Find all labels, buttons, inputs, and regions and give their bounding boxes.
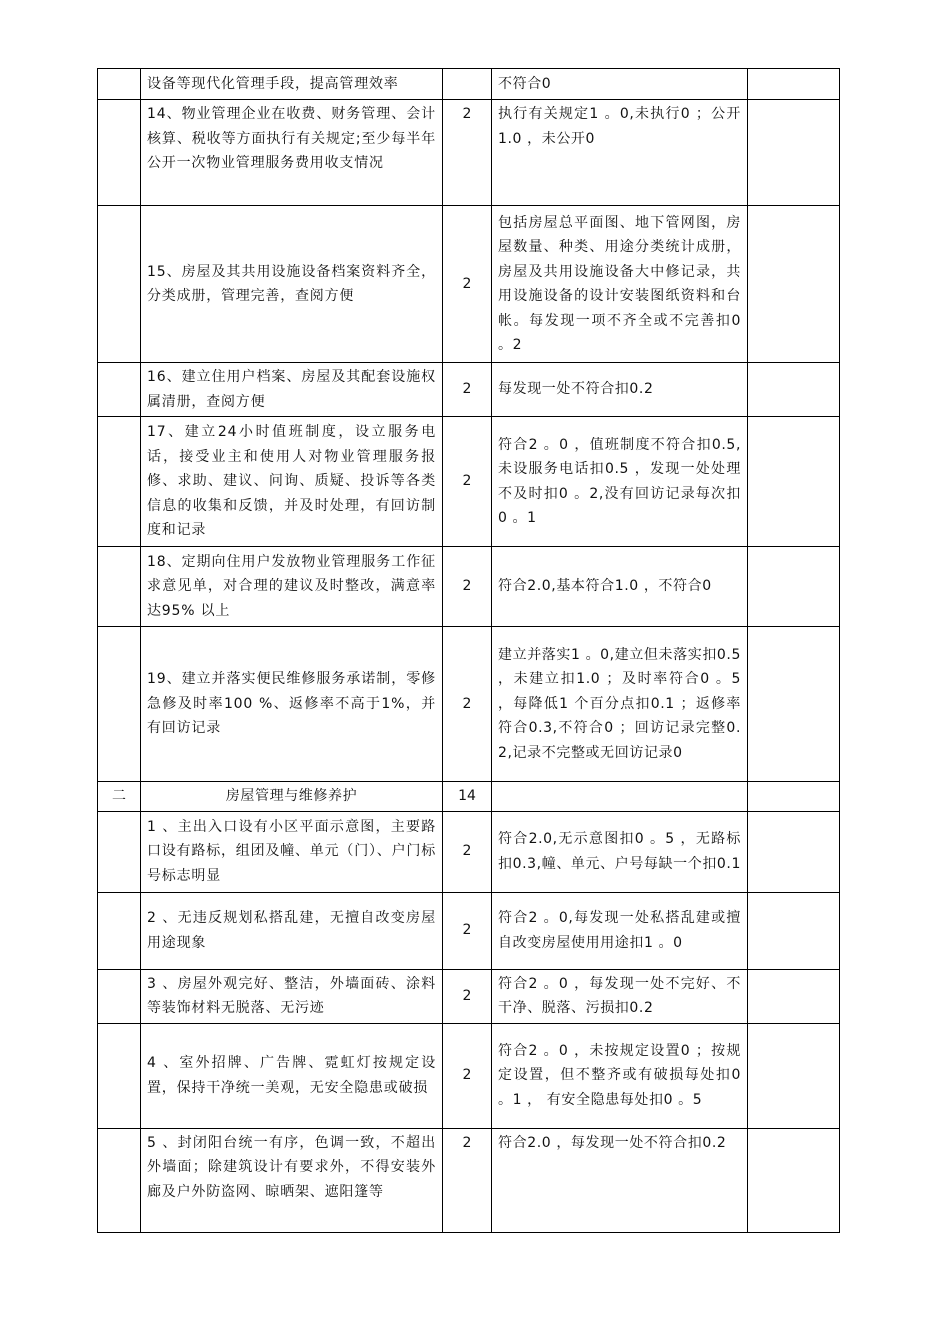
standard-cell: 不符合0 — [492, 69, 748, 100]
standard-cell: 符合2.0,基本符合1.0 ，不符合0 — [492, 547, 748, 627]
remark-cell — [748, 100, 840, 206]
table-row — [98, 1128, 840, 1232]
standard-cell — [492, 782, 748, 812]
remark-cell — [748, 1023, 840, 1128]
score-cell: 2 — [443, 892, 492, 969]
score-cell: 2 — [443, 417, 492, 547]
table-body — [98, 69, 840, 1233]
seq-cell — [98, 1128, 141, 1232]
remark-cell — [748, 363, 840, 417]
standard-cell: 符合2 。0,每发现一处私搭乱建或擅自改变房屋使用用途扣1 。0 — [492, 892, 748, 969]
remark-cell — [748, 69, 840, 100]
seq-cell — [98, 892, 141, 969]
table-row — [98, 417, 840, 547]
standard-cell: 符合2.0,无示意图扣0 。5 ，无路标扣0.3,幢、单元、户号每缺一个扣0.1 — [492, 811, 748, 892]
seq-cell — [98, 547, 141, 627]
item-cell: 18、定期向住用户发放物业管理服务工作征求意见单，对合理的建议及时整改，满意率达95% 以上 — [141, 547, 443, 627]
item-cell: 15、房屋及其共用设施设备档案资料齐全，分类成册，管理完善，查阅方便 — [141, 206, 443, 363]
seq-cell — [98, 417, 141, 547]
item-cell: 1 、主出入口设有小区平面示意图，主要路口设有路标，组团及幢、单元（门）、户门标号标志明显 — [141, 811, 443, 892]
table-row — [98, 892, 840, 969]
remark-cell — [748, 1128, 840, 1232]
score-cell — [443, 69, 492, 100]
item-cell: 设备等现代化管理手段，提高管理效率 — [141, 69, 443, 100]
remark-cell — [748, 206, 840, 363]
item-cell: 4 、室外招牌、广告牌、霓虹灯按规定设置，保持干净统一美观，无安全隐患或破损 — [141, 1023, 443, 1128]
item-cell: 16、建立住用户档案、房屋及其配套设施权属清册，查阅方便 — [141, 363, 443, 417]
item-cell: 2 、无违反规划私搭乱建，无擅自改变房屋用途现象 — [141, 892, 443, 969]
seq-cell — [98, 100, 141, 206]
score-cell: 2 — [443, 100, 492, 206]
score-cell: 14 — [443, 782, 492, 812]
standard-cell: 符合2 。0 ，未按规定设置0 ；按规定设置，但不整齐或有破损每处扣0 。1 ， 有安全隐患每处扣0 。5 — [492, 1023, 748, 1128]
score-cell: 2 — [443, 627, 492, 782]
table-row — [98, 627, 840, 782]
score-cell: 2 — [443, 1128, 492, 1232]
table-row — [98, 206, 840, 363]
table-row — [98, 363, 840, 417]
table-row — [98, 811, 840, 892]
remark-cell — [748, 811, 840, 892]
item-cell: 3 、房屋外观完好、整洁，外墙面砖、涂料等装饰材料无脱落、无污迹 — [141, 969, 443, 1023]
table-row — [98, 69, 840, 100]
score-cell: 2 — [443, 969, 492, 1023]
score-cell: 2 — [443, 547, 492, 627]
table-row — [98, 547, 840, 627]
remark-cell — [748, 969, 840, 1023]
remark-cell — [748, 547, 840, 627]
standard-cell: 符合2.0 ，每发现一处不符合扣0.2 — [492, 1128, 748, 1232]
seq-cell — [98, 69, 141, 100]
seq-cell — [98, 206, 141, 363]
score-cell: 2 — [443, 1023, 492, 1128]
table-row — [98, 969, 840, 1023]
item-cell: 14、物业管理企业在收费、财务管理、会计核算、税收等方面执行有关规定;至少每半年公开一次物业管理服务费用收支情况 — [141, 100, 443, 206]
standard-cell: 符合2 。0 ，值班制度不符合扣0.5,未设服务电话扣0.5 ，发现一处处理不及时扣0 。2,没有回访记录每次扣0 。1 — [492, 417, 748, 547]
seq-cell — [98, 969, 141, 1023]
table-row — [98, 1023, 840, 1128]
remark-cell — [748, 782, 840, 812]
seq-cell — [98, 811, 141, 892]
standard-cell: 包括房屋总平面图、地下管网图，房屋数量、种类、用途分类统计成册，房屋及共用设施设备大中修记录，共用设施设备的设计安装图纸资料和台帐。每发现一项不齐全或不完善扣0 。2 — [492, 206, 748, 363]
score-cell: 2 — [443, 811, 492, 892]
table-row — [98, 100, 840, 206]
item-cell: 5 、封闭阳台统一有序，色调一致，不超出外墙面；除建筑设计有要求外，不得安装外廊及户外防盗网、晾晒架、遮阳篷等 — [141, 1128, 443, 1232]
item-cell: 19、建立并落实便民维修服务承诺制，零修急修及时率100 %、返修率不高于1%，并有回访记录 — [141, 627, 443, 782]
standard-cell: 执行有关规定1 。0,未执行0 ；公开1.0 ，未公开0 — [492, 100, 748, 206]
score-cell: 2 — [443, 206, 492, 363]
standard-cell: 符合2 。0 ，每发现一处不完好、不干净、脱落、污损扣0.2 — [492, 969, 748, 1023]
standard-cell: 建立并落实1 。0,建立但未落实扣0.5 ，未建立扣1.0 ；及时率符合0 。5 ，每降低1 个百分点扣0.1 ；返修率符合0.3,不符合0 ；回访记录完整0.2,记录不完整或无回访记录0 — [492, 627, 748, 782]
seq-cell — [98, 627, 141, 782]
scoring-table — [97, 68, 840, 1233]
remark-cell — [748, 417, 840, 547]
seq-cell — [98, 363, 141, 417]
table-row — [98, 782, 840, 812]
seq-cell: 二 — [98, 782, 141, 812]
item-cell: 17、建立24小时值班制度，设立服务电话，接受业主和使用人对物业管理服务报修、求助、建议、问询、质疑、投诉等各类信息的收集和反馈，并及时处理，有回访制度和记录 — [141, 417, 443, 547]
remark-cell — [748, 627, 840, 782]
standard-cell: 每发现一处不符合扣0.2 — [492, 363, 748, 417]
seq-cell — [98, 1023, 141, 1128]
score-cell: 2 — [443, 363, 492, 417]
item-cell: 房屋管理与维修养护 — [141, 782, 443, 812]
remark-cell — [748, 892, 840, 969]
